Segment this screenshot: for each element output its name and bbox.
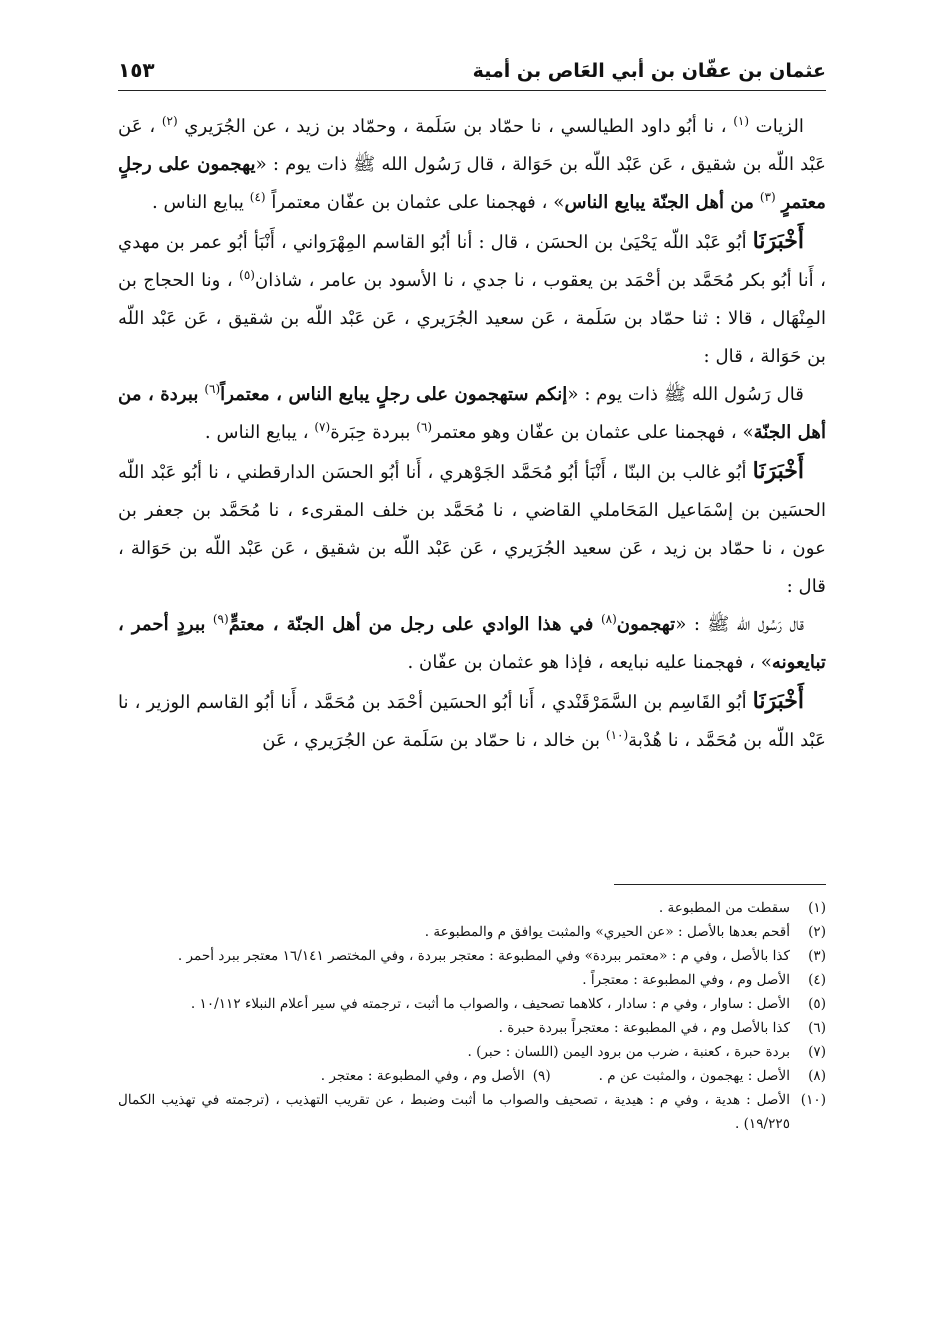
footnote-text-part: الأصل : يهجمون ، والمثبت عن م . bbox=[598, 1068, 790, 1084]
hadith-text: في هذا الوادي على رجل من أهل الجنّة ، معتمٍّ bbox=[228, 614, 594, 635]
footnotes bbox=[118, 896, 826, 1136]
paragraph bbox=[118, 376, 826, 452]
footnote bbox=[118, 1016, 826, 1040]
footnote-text: الأصل : ساوار ، وفي م : سادار ، كلاهما تصحيف ، والصواب ما أثبت ، ترجمته في سير أعلام النبلاء ١٠/١١٢ . bbox=[190, 996, 790, 1012]
footnote-text: الأصل وم ، وفي المطبوعة : معتجراً . bbox=[582, 972, 790, 988]
footnote-number: (٤) bbox=[808, 972, 826, 988]
text-run: بن خالد ، نا حمّاد بن سَلَمة عن الجُرَيري ، عَن bbox=[262, 730, 606, 751]
chain-keyword: أَخْبَرَنَا bbox=[752, 228, 804, 254]
chain-keyword: أَخْبَرَنَا bbox=[752, 688, 804, 714]
page-header bbox=[118, 40, 826, 91]
footnote bbox=[118, 1040, 826, 1064]
text-run: قال رَسُول الله ﷺ : « bbox=[675, 614, 804, 635]
paragraph bbox=[118, 452, 826, 606]
footnote-text: كذا بالأصل ، وفي م : «معتمر ببردة» وفي المطبوعة : معتجر ببردة ، وفي المختصر ١٦/١٤١ معتجر ببرد أحمر . bbox=[177, 948, 790, 964]
paragraph bbox=[118, 108, 826, 222]
footnote-text: بردة حبرة ، كعنبة ، ضرب من برود اليمن (اللسان : حبر) . bbox=[467, 1044, 790, 1060]
text-run: يبايع الناس . bbox=[151, 192, 250, 213]
footnote-number: (١٠) bbox=[800, 1092, 826, 1108]
footnote-ref: (١) bbox=[733, 113, 750, 128]
footnote-text bbox=[118, 1064, 790, 1088]
footnote-text: أقحم بعدها بالأصل : «عن الحيري» والمثبت يوافق م والمطبوعة . bbox=[424, 924, 790, 940]
hadith-text: تهجمون bbox=[616, 614, 676, 635]
text-run: ، عَن عَبْد اللّه بن شقيق ، عَن عَبْد اللّه بن حَوَالة ، قال رَسُول الله ﷺ ذات يوم : « bbox=[118, 116, 826, 175]
footnote-text: سقطت من المطبوعة . bbox=[658, 900, 790, 916]
footnote-number: (٨) bbox=[808, 1068, 826, 1084]
hadith-text: ببردٍ أحمر ، تبايعونه bbox=[118, 614, 826, 673]
text-run: أبُو غالب بن البنّا ، أَنْبَأ أبُو مُحَمَّد الجَوْهري ، أَنا أبُو الحسَن الدارقطني ، نا أبُو عَبْد اللّه الحسَين بن إسْمَاعيل المَحَاملي القاضي ، نا مُحَمَّد بن خلف المقرىء ، نا مُحَمَّد بن جعفر بن عون ، نا حمّاد بن زيد ، عَن سعيد الجُرَيري ، عَن عَبْد اللّه بن شقيق ، عَن عَبْد اللّه بن حَوَالة ، قال : bbox=[118, 462, 826, 597]
text-run bbox=[594, 614, 601, 635]
footnote-number: (٥) bbox=[808, 996, 826, 1012]
text-run: ببردة حِبَرة bbox=[330, 422, 417, 443]
hadith-text: إنكم ستهجمون على رجلٍ يبايع الناس ، معتمراً bbox=[220, 384, 568, 405]
footnote bbox=[118, 968, 826, 992]
footnote-number: (٢) bbox=[808, 924, 826, 940]
footnote-ref: (١٠) bbox=[605, 727, 629, 742]
footnote-divider bbox=[614, 884, 826, 885]
footnote bbox=[118, 920, 826, 944]
footnote-ref: (٦) bbox=[416, 419, 433, 434]
paragraph bbox=[118, 606, 826, 682]
footnote bbox=[118, 944, 826, 968]
hadith-text: من أهل الجنّة يبايع الناس bbox=[564, 192, 755, 213]
footnote-ref: (٩) bbox=[212, 611, 229, 626]
footnote bbox=[118, 1088, 826, 1136]
text-run: » ، فهجمنا على عثمان بن عفّان وهو معتمر bbox=[432, 422, 754, 443]
text-run: ، ونا الحجاج بن المِنْهَال ، قالا : ثنا حمّاد بن سَلَمة ، عَن سعيد الجُرَيري ، عَن عَبْد اللّه بن شقيق ، عَن عَبْد اللّه بن حَوَالة ، قال : bbox=[118, 270, 826, 367]
hadith-text: يهجمون على رجلٍ معتمرٍ bbox=[118, 154, 826, 213]
footnote bbox=[118, 896, 826, 920]
footnote-ref: (٤) bbox=[249, 189, 266, 204]
page-number: ١٥٣ bbox=[118, 58, 155, 82]
footnote bbox=[118, 1064, 826, 1088]
footnote-ref: (٢) bbox=[161, 113, 178, 128]
footnote-ref: (٦) bbox=[204, 381, 221, 396]
running-title: عثمان بن عفّان بن أبي العَاص بن أمية bbox=[472, 60, 826, 82]
text-run: أبُو عَبْد اللّه يَحْيَىٰ بن الحسَن ، قال : أنا أبُو القاسم المِهْرَواني ، أَنْبَأ أبُو عمر بن مهدي ، أَنا أبُو بكر مُحَمَّد بن أحْمَد بن يعقوب ، نا جدي ، نا الأسود بن عامر ، شاذان bbox=[118, 232, 826, 291]
footnote-ref: (٧) bbox=[314, 419, 331, 434]
footnote-number: (٧) bbox=[808, 1044, 826, 1060]
paragraph bbox=[118, 222, 826, 376]
footnote-ref: (٥) bbox=[239, 267, 255, 282]
text-run: ، نا أبُو داود الطيالسي ، نا حمّاد بن سَلَمة ، وحمّاد بن زيد ، عن الجُرَيري bbox=[177, 116, 734, 137]
footnote bbox=[118, 992, 826, 1016]
text-run: ، يبايع الناس . bbox=[204, 422, 315, 443]
footnote-text: الأصل : هدية ، وفي م : هيدية ، تصحيف والصواب ما أثبت وضبط ، عن تقريب التهذيب ، (ترجمته في تهذيب الكمال ١٩/٢٢٥) . bbox=[118, 1092, 790, 1132]
footnote-number: (٣) bbox=[808, 948, 826, 964]
main-text bbox=[118, 108, 826, 760]
footnote-ref: (٣) bbox=[759, 189, 776, 204]
footnote-text-part: الأصل وم ، وفي المطبوعة : معتجر . bbox=[320, 1068, 525, 1084]
text-run: قال رَسُول الله ﷺ ذات يوم : « bbox=[567, 384, 804, 405]
chain-keyword: أَخْبَرَنَا bbox=[752, 458, 804, 484]
text-run: الزيات bbox=[749, 116, 804, 137]
footnote-number: (١) bbox=[808, 900, 826, 916]
hadith-text: ببردة ، من أهل الجنّة bbox=[118, 384, 826, 443]
text-run: » ، فهجمنا عليه نبايعه ، فإذا هو عثمان بن عفّان . bbox=[407, 652, 772, 673]
text-run: » ، فهجمنا على عثمان بن عفّان معتمراً bbox=[265, 192, 565, 213]
footnote-number: (٩) bbox=[532, 1068, 551, 1084]
text-run: أبُو القَاسِم بن السَّمَرْقَنْدي ، أَنا أبُو الحسَين أحْمَد بن مُحَمَّد ، أَنا أبُو القاسم الوزير ، نا عَبْد اللّه بن مُحَمَّد ، نا هُدْبة bbox=[118, 692, 826, 751]
footnote-ref: (٨) bbox=[600, 611, 617, 626]
footnote-number: (٦) bbox=[808, 1020, 826, 1036]
footnote-text: كذا بالأصل وم ، في المطبوعة : معتجراً ببردة حبرة . bbox=[498, 1020, 790, 1036]
paragraph bbox=[118, 682, 826, 760]
text-run bbox=[205, 614, 212, 635]
